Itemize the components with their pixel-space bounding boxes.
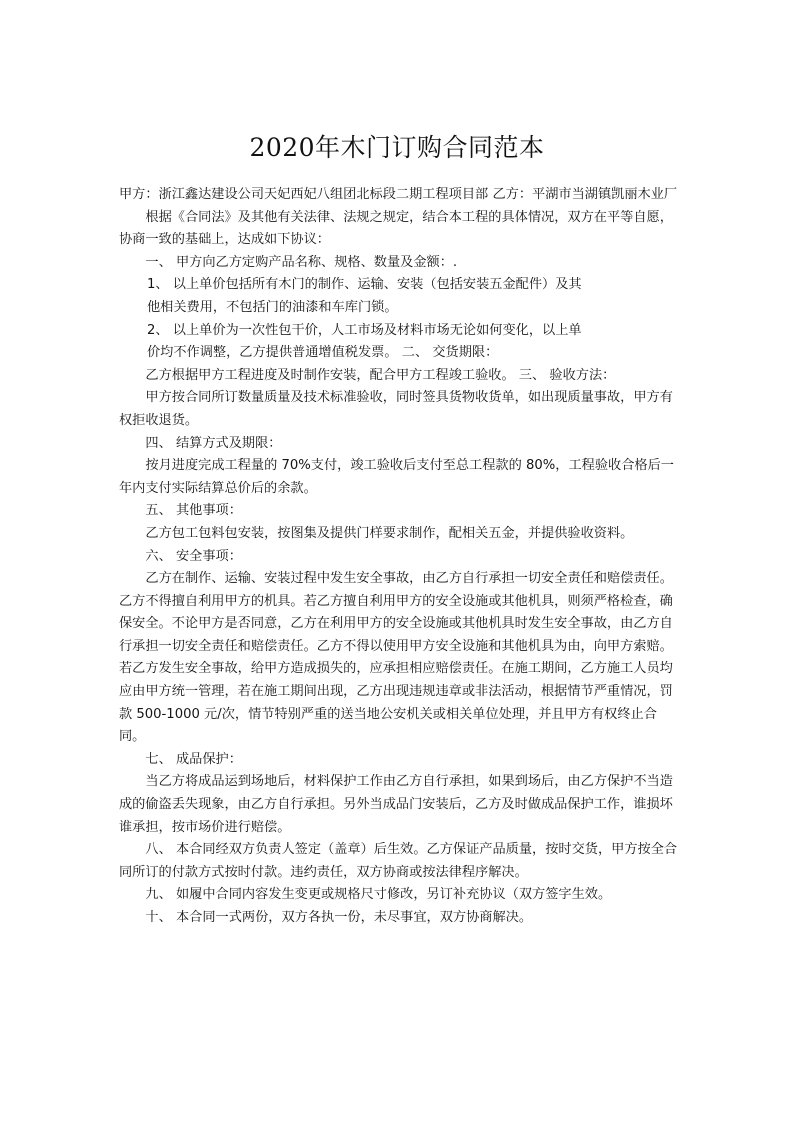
safety-paragraph: 乙方在制作、运输、安装过程中发生安全事故，由乙方自行承担一切安全责任和赔偿责任。乙方不得擅自利用甲方的机具。若乙方擅自利用甲方的安全设施或其他机具，则须严格检查，确保安全。不论甲方是否同意，乙方在利用甲方的安全设施或其他机具时发生安全事故，由乙方自行承担一切安全责任和赔偿责任。乙方不得以使用甲方安全设施和其他机具为由，向甲方索赔。若乙方发生安全事故，给甲方造成损失的，应承担相应赔偿责任。在施工期间，乙方施工人员均应由甲方统一管理，若在施工期间出现，乙方出现违规违章或非法活动，根据情节严重情况，罚款 500-1000 元/次，情节特别严重的送当地公安机关或相关单位处理，并且甲方有权终止合同。 [119, 571, 673, 745]
clause-6-heading: 六、 安全事项： [145, 548, 242, 564]
parties-line: 甲方：浙江鑫达建设公司天妃西妃八组团北标段二期工程项目部 乙方：平湖市当湖镇凯丽木业厂 [119, 187, 678, 202]
clause-5-heading: 五、 其他事项： [145, 503, 242, 519]
payment-paragraph: 按月进度完成工程量的 70%支付，竣工验收后支付至总工程款的 80%，工程验收合格后一年内支付实际结算总价后的余款。 [119, 458, 674, 496]
clause-4-heading: 四、 结算方式及期限： [145, 435, 282, 451]
clause-1-item-1-line-1: 1、 以上单价包括所有木门的制作、运输、安装（包括安装五金配件）及其 [147, 277, 582, 293]
clause-1-item-1-line-2: 他相关费用，不包括门的油漆和车库门锁。 [147, 299, 398, 315]
clause-1-heading: 一、 甲方向乙方定购产品名称、规格、数量及金额：. [145, 254, 458, 270]
delivery-paragraph: 乙方根据甲方工程进度及时制作安装，配合甲方工程竣工验收。 三、 验收方法： [145, 367, 616, 383]
clause-10-paragraph: 十、 本合同一式两份，双方各执一份，未尽事宜，双方协商解决。 [145, 910, 533, 925]
document-body [119, 184, 681, 930]
preamble-paragraph: 根据《合同法》及其他有关法律、法规之规定，结合本工程的具体情况，双方在平等自愿，协商一致的基础上，达成如下协议： [119, 209, 673, 248]
clause-8-paragraph: 八、 本合同经双方负责人签定（盖章）后生效。乙方保证产品质量，按时交货，甲方按全合同所订的付款方式按时付款。违约责任，双方协商或按法律程序解决。 [119, 842, 678, 880]
protection-paragraph: 当乙方将成品运到场地后，材料保护工作由乙方自行承担，如果到场后，由乙方保护不当造成的偷盗丢失现象，由乙方自行承担。另外当成品门安装后，乙方及时做成品保护工作，谁损坏谁承担，按市场价进行赔偿。 [119, 774, 673, 835]
clause-9-paragraph: 九、 如履中合同内容发生变更或规格尺寸修改，另订补充协议（双方签字生效。 [145, 887, 612, 903]
other-matters-paragraph: 乙方包工包料包安装，按图集及提供门样要求制作，配相关五金，并提供验收资料。 [145, 525, 634, 541]
document-title: 2020年木门订购合同范本 [249, 133, 545, 162]
clause-7-heading: 七、 成品保护： [145, 751, 242, 767]
clause-1-item-2-line-2: 价均不作调整，乙方提供普通增值税发票。 二、 交货期限： [147, 345, 499, 361]
acceptance-paragraph: 甲方按合同所订数量质量及技术标准验收，同时签具货物收货单，如出现质量事故，甲方有权拒收退货。 [119, 390, 673, 428]
clause-1-item-2-line-1: 2、 以上单价为一次性包干价，人工市场及材料市场无论如何变化，以上单 [147, 322, 582, 338]
